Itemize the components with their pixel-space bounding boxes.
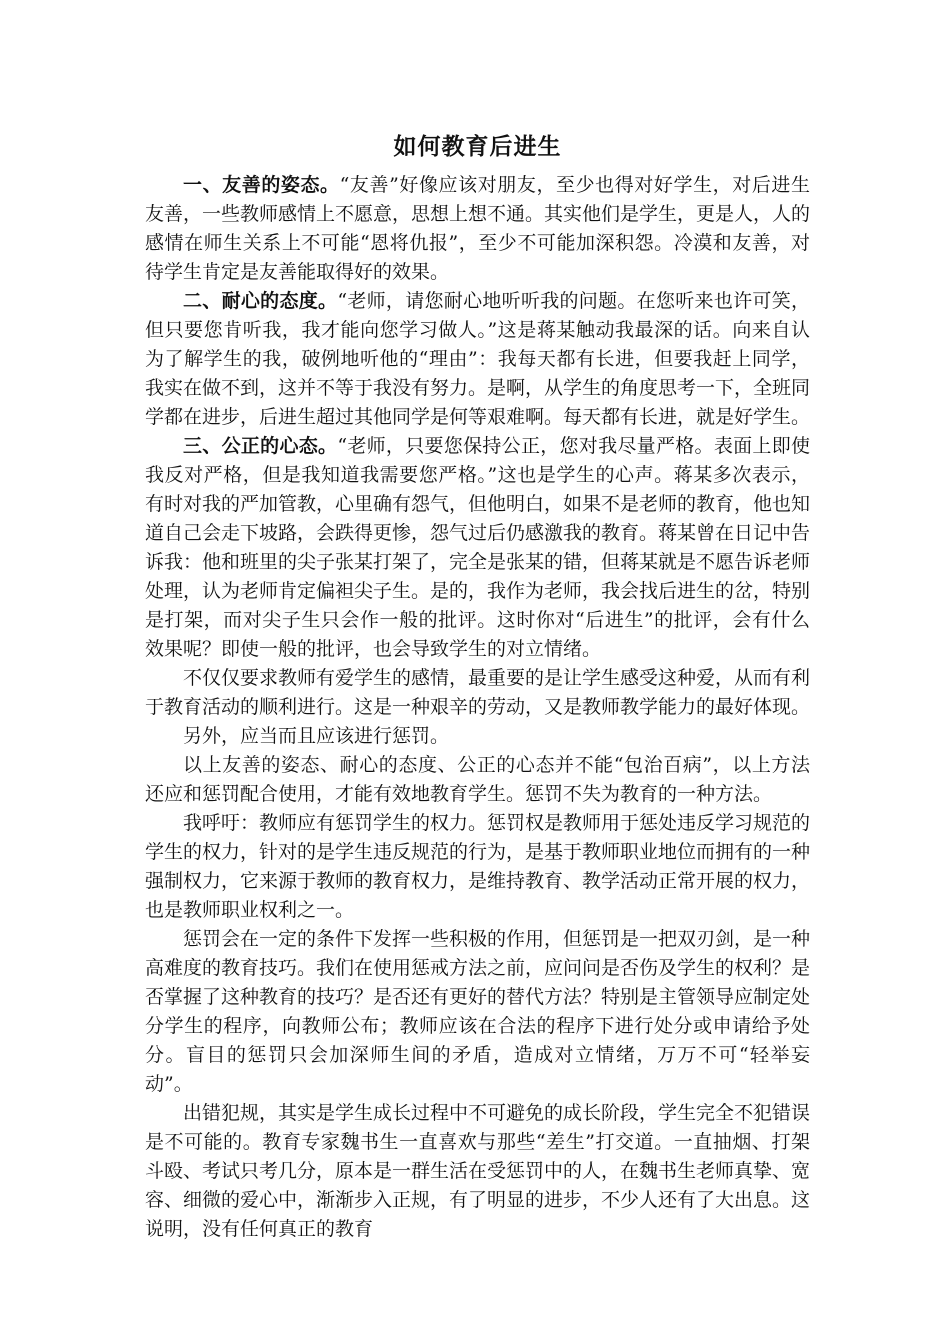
paragraph-combined-methods [145, 751, 810, 809]
paragraph-text: 另外，应当而且应该进行惩罚。 [183, 725, 450, 747]
paragraph-text: 出错犯规，其实是学生成长过程中不可避免的成长阶段，学生完全不犯错误是不可能的。教育专家魏书生一直喜欢与那些“差生”打交道。一直抽烟、打架斗殴、考试只考几分，原本是一群生活在受惩罚中的人，在魏书生老师真挚、宽容、细微的爱心中，渐渐步入正规，有了明显的进步，不少人还有了大出息。这说明，没有任何真正的教育 [145, 1102, 811, 1240]
page-title: 如何教育后进生 [393, 133, 562, 160]
paragraph-double-edged [145, 925, 810, 1099]
paragraph-friendly [145, 171, 810, 287]
paragraph-mistakes [145, 1099, 810, 1244]
paragraph-text: “老师，只要您保持公正，您对我尽量严格。表面上即使我反对严格，但是我知道我需要您严格。”这也是学生的心声。蒋某多次表示，有时对我的严加管教，心里确有怨气，但他明白，如果不是老师的教育，他也知道自己会走下坡路，会跌得更惨，怨气过后仍感激我的教育。蒋某曾在日记中告诉我：他和班里的尖子张某打架了，完全是张某的错，但蒋某就是不愿告诉老师处理，认为老师肯定偏袒尖子生。是的，我作为老师，我会找后进生的岔，特别是打架，而对尖子生只会作一般的批评。这时你对“后进生”的批评，会有什么效果呢？即使一般的批评，也会导致学生的对立情绪。 [145, 435, 811, 660]
paragraph-appeal [145, 809, 810, 925]
paragraph-text: “老师，请您耐心地听听我的问题。在您听来也许可笑，但只要您肯听我，我才能向您学习做人。”这是蒋某触动我最深的话。向来自认为了解学生的我，破例地听他的“理由”：我每天都有长进，但要我赶上同学，我实在做不到，这并不等于我没有努力。是啊，从学生的角度思考一下，全班同学都在进步，后进生超过其他同学是何等艰难啊。每天都有长进，就是好学生。 [145, 290, 811, 428]
paragraph-love [145, 664, 810, 722]
paragraph-punishment-intro [145, 722, 810, 751]
document-page [145, 128, 810, 1244]
paragraph-text: 以上友善的姿态、耐心的态度、公正的心态并不能“包治百病”，以上方法还应和惩罚配合使用，才能有效地教育学生。惩罚不失为教育的一种方法。 [145, 754, 810, 805]
paragraph-text: 惩罚会在一定的条件下发挥一些积极的作用，但惩罚是一把双刃剑，是一种高难度的教育技巧。我们在使用惩戒方法之前，应问问是否伤及学生的权利？是否掌握了这种教育的技巧？是否还有更好的替代方法？特别是主管领导应制定处分学生的程序，向教师公布；教师应该在合法的程序下进行处分或申请给予处分。盲目的惩罚只会加深师生间的矛盾，造成对立情绪，万万不可“轻举妄动”。 [145, 928, 811, 1095]
paragraph-heading: 一、友善的姿态。 [183, 174, 340, 196]
paragraph-heading: 二、耐心的态度。 [183, 290, 338, 312]
paragraph-heading: 三、公正的心态。 [183, 435, 338, 457]
paragraph-patience [145, 287, 810, 432]
paragraph-text: “友善”好像应该对朋友，至少也得对好学生，对后进生友善，一些教师感情上不愿意，思想上想不通。其实他们是学生，更是人，人的感情在师生关系上不可能“恩将仇报”，至少不可能加深积怨。冷漠和友善，对待学生肯定是友善能取得好的效果。 [145, 174, 811, 283]
paragraph-text: 不仅仅要求教师有爱学生的感情，最重要的是让学生感受这种爱，从而有利于教育活动的顺利进行。这是一种艰辛的劳动，又是教师教学能力的最好体现。 [145, 667, 811, 718]
paragraph-text: 我呼吁：教师应有惩罚学生的权力。惩罚权是教师用于惩处违反学习规范的学生的权力，针对的是学生违反规范的行为，是基于教师职业地位而拥有的一种强制权力，它来源于教师的教育权力，是维持教育、教学活动正常开展的权力，也是教师职业权利之一。 [145, 812, 811, 921]
paragraph-fairness [145, 432, 810, 664]
